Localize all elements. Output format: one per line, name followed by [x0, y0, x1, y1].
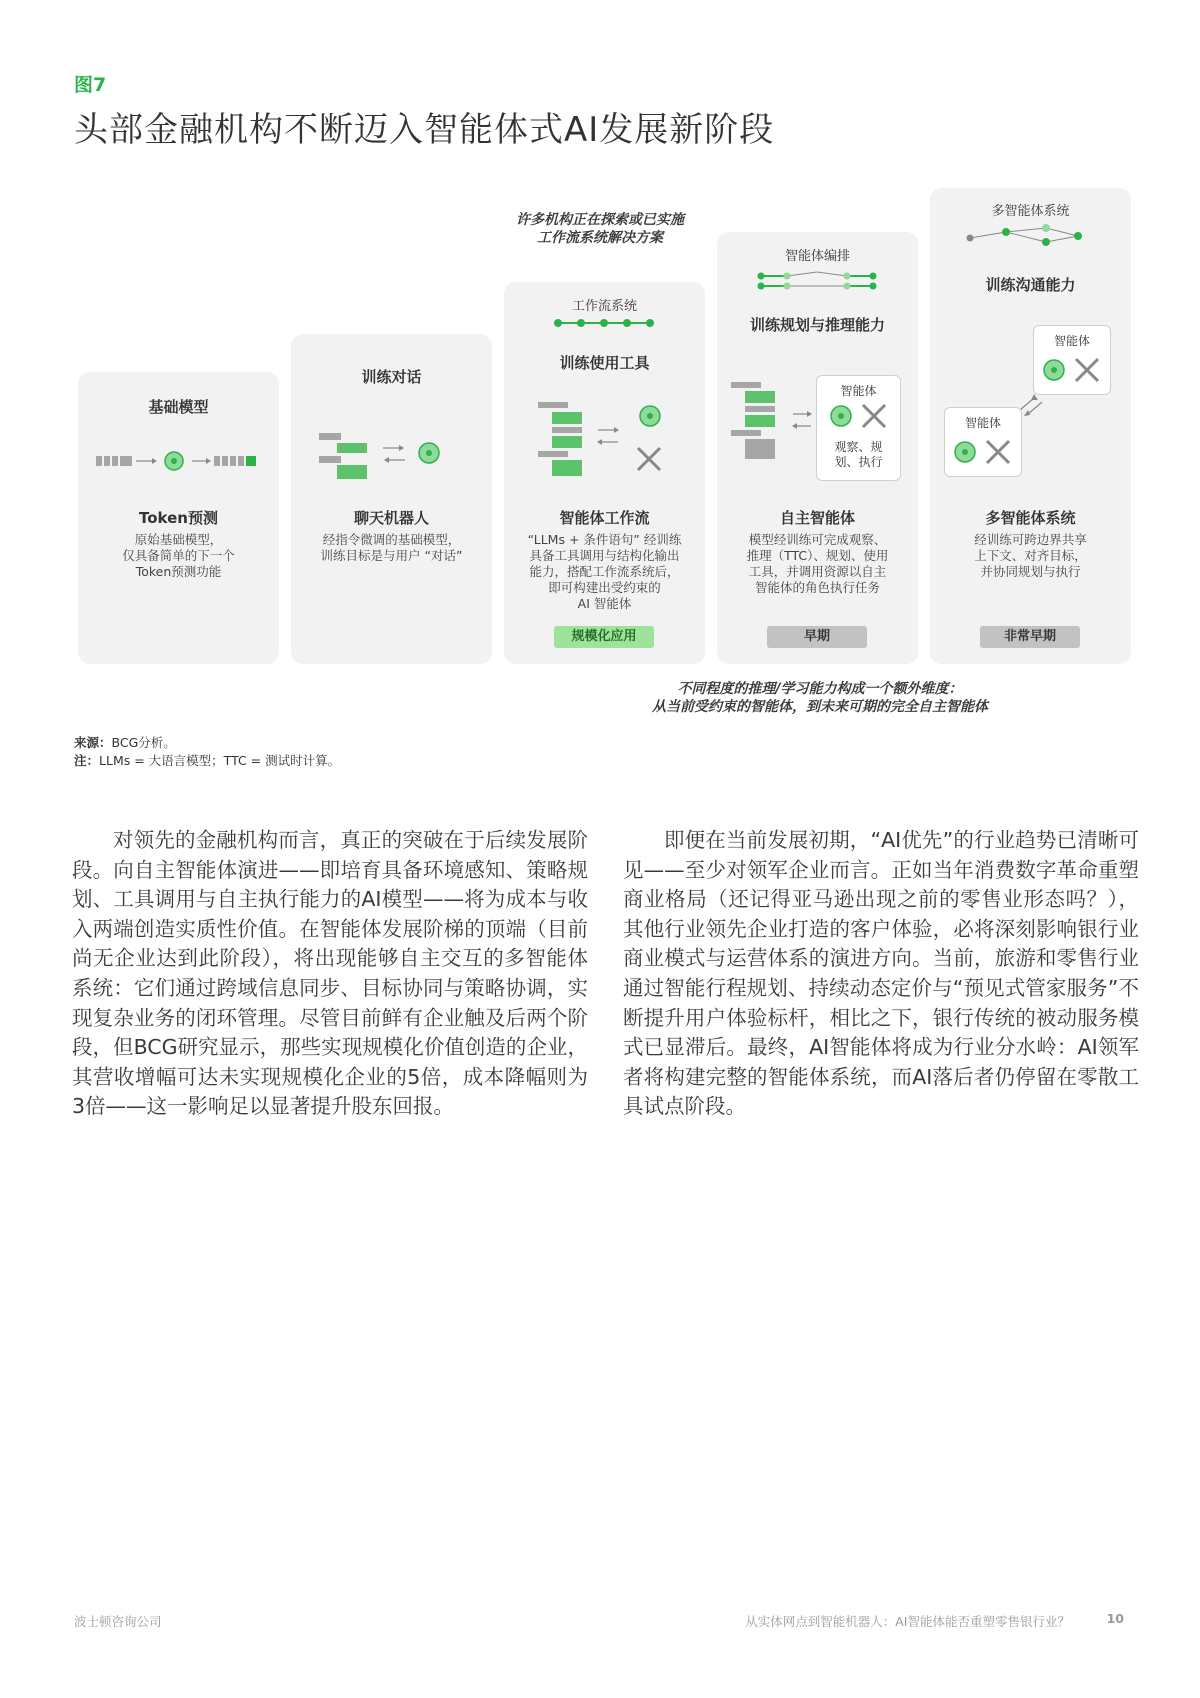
source-line — [74, 733, 176, 751]
card-title: Token预测 — [139, 509, 218, 527]
orchestration-icon — [757, 268, 877, 294]
stage-card-multi-agent — [930, 188, 1131, 664]
card-title: 智能体工作流 — [559, 509, 650, 527]
status-badge: 规模化应用 — [554, 626, 654, 648]
card-top-label: 工作流系统 — [571, 299, 637, 314]
status-badge: 非常早期 — [980, 626, 1080, 648]
agent-box-label: 智能体 — [1053, 334, 1090, 348]
chatbot-icon — [319, 429, 469, 489]
agent-tools-icon — [953, 438, 1013, 468]
agent-box-label: 智能体 — [964, 416, 1001, 430]
card-heading: 训练使用工具 — [559, 354, 650, 372]
note-line — [74, 751, 340, 769]
page-number: 10 — [1106, 1611, 1124, 1626]
note-label: 注： — [74, 753, 100, 768]
body-column-left — [72, 826, 588, 1122]
tool-use-icon — [538, 402, 678, 482]
card-heading: 训练规划与推理能力 — [749, 316, 885, 334]
workflow-chain-icon — [554, 316, 654, 330]
card-title: 聊天机器人 — [353, 509, 429, 527]
source-text: BCG分析。 — [111, 735, 176, 750]
card-description: 模型经训练可完成观察、 推理（TTC）、规划、使用 工具，并调用资源以自主 智能体的角色执行任务 — [746, 532, 889, 595]
card-description: 经训练可跨边界共享 上下文、对齐目标， 并协同规划与执行 — [974, 532, 1087, 579]
card-heading: 训练对话 — [361, 368, 422, 386]
agent-box — [816, 375, 901, 481]
footer-report-title: 从实体网点到智能机器人：AI智能体能否重塑零售银行业？ — [745, 1614, 1070, 1629]
stage-card-chat — [291, 334, 492, 664]
agent-box-lower — [944, 407, 1022, 477]
card-top-label: 智能体编排 — [784, 249, 850, 264]
diagram-top-note: 许多机构正在探索或已实施 工作流系统解决方案 — [516, 212, 684, 246]
status-badge: 早期 — [767, 626, 867, 648]
card-heading: 训练沟通能力 — [985, 276, 1076, 294]
figure-label: 图7 — [74, 74, 107, 96]
note-text: LLMs = 大语言模型；TTC = 测试时计算。 — [99, 753, 341, 768]
diagram-bottom-note: 不同程度的推理/学习能力构成一个额外维度： 从当前受约束的智能体，到未来可期的完全自主智能体 — [652, 681, 988, 715]
stage-card-foundation — [78, 372, 279, 664]
agent-box-sub: 观察、规 划、执行 — [834, 440, 883, 469]
multi-agent-network-icon — [966, 222, 1086, 252]
stacked-model-icon — [731, 382, 821, 472]
card-top-label: 多智能体系统 — [991, 204, 1070, 219]
card-description: 原始基础模型， 仅具备简单的下一个 Token预测功能 — [122, 532, 235, 579]
agent-tools-icon — [1042, 356, 1102, 386]
card-heading: 基础模型 — [148, 398, 209, 416]
card-title: 多智能体系统 — [985, 509, 1076, 527]
figure-title: 头部金融机构不断迈入智能体式AI发展新阶段 — [74, 110, 775, 150]
stage-card-workflow — [504, 282, 705, 664]
source-label: 来源： — [74, 735, 112, 750]
body-paragraph-left: 对领先的金融机构而言，真正的突破在于后续发展阶段。向自主智能体演进——即培育具备环境感知、策略规划、工具调用与自主执行能力的AI模型——将为成本与收入两端创造实质性价值。在智能体发展阶梯的顶端（目前尚无企业达到此阶段），将出现能够自主交互的多智能体系统：它们通过跨域信息同步、目标协同与策略协调，实现复杂业务的闭环管理。尽管目前鲜有企业触及后两个阶段，但BCG研究显示，那些实现规模化价值创造的企业，其营收增幅可达未实现规模化企业的5倍，成本降幅则为3倍——这一影响足以显著提升股东回报。 — [72, 828, 588, 1119]
card-description: 经指令微调的基础模型， 训练目标是与用户 “对话” — [320, 532, 463, 563]
card-description: “LLMs + 条件语句” 经训练 具备工具调用与结构化输出 能力，搭配工作流系统后， 即可构建出受约束的 AI 智能体 — [527, 532, 682, 611]
footer-publisher: 波士顿咨询公司 — [74, 1614, 162, 1629]
agent-tools-icon — [829, 402, 889, 432]
body-column-right — [623, 826, 1139, 1122]
agent-box-label: 智能体 — [840, 384, 877, 398]
token-prediction-icon — [96, 442, 266, 482]
card-title: 自主智能体 — [779, 509, 855, 527]
body-paragraph-right: 即便在当前发展初期，“AI优先”的行业趋势已清晰可见——至少对领军企业而言。正如当年消费数字革命重塑商业格局（还记得亚马逊出现之前的零售业形态吗？），其他行业领先企业打造的客户体验，必将深刻影响银行业商业模式与运营体系的演进方向。当前，旅游和零售行业通过智能行程规划、持续动态定价与“预见式管家服务”不断提升用户体验标杆，相比之下，银行传统的被动服务模式已显滞后。最终，AI智能体将成为行业分水岭：AI领军者将构建完整的智能体系统，而AI落后者仍停留在零散工具试点阶段。 — [623, 828, 1139, 1119]
stage-card-autonomous — [717, 232, 918, 664]
agent-box-upper — [1033, 325, 1111, 395]
